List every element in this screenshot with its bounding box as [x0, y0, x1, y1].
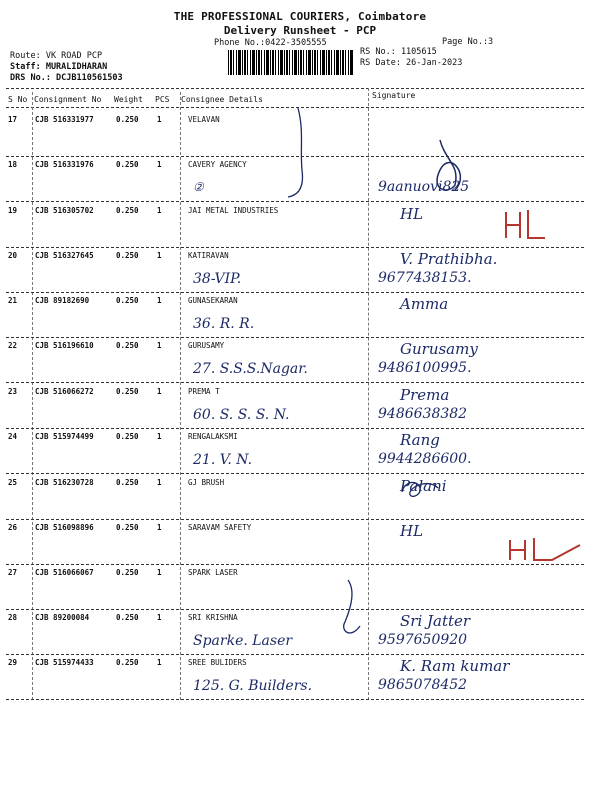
row-consignee: SARAVAM SAFETY: [188, 523, 252, 532]
row-signature: K. Ram kumar: [400, 657, 510, 675]
column-header-consignee: Consignee Details: [181, 95, 263, 104]
row-pcs: 1: [157, 523, 162, 532]
row-sno: 24: [8, 432, 18, 441]
row-consignee: CAVERY AGENCY: [188, 160, 247, 169]
row-pcs: 1: [157, 160, 162, 169]
page-number: Page No.:3: [442, 37, 494, 47]
row-consignment-no: CJB 515974499: [35, 432, 94, 441]
row-weight: 0.250: [116, 206, 139, 215]
row-consignment-no: CJB 89200084: [35, 613, 90, 622]
row-signature: HL: [400, 522, 424, 540]
column-header-sno: S No: [8, 95, 28, 104]
row-handwritten-phone: 9aanuovi825: [378, 179, 470, 195]
row-signature: Rang: [400, 431, 440, 449]
row-signature: HL: [400, 205, 424, 223]
row-signature: V. Prathibha.: [400, 250, 498, 268]
row-consignment-no: CJB 516327645: [35, 251, 94, 260]
row-handwritten-note: 21. V. N.: [193, 452, 253, 468]
row-weight: 0.250: [116, 478, 139, 487]
row-weight: 0.250: [116, 658, 139, 667]
row-handwritten-note: 38-VIP.: [193, 271, 242, 287]
row-consignee: GUNASEKARAN: [188, 296, 238, 305]
row-weight: 0.250: [116, 251, 139, 260]
row-signature: Sri Jatter: [400, 612, 471, 630]
row-signature: Palani: [400, 477, 447, 495]
row-weight: 0.250: [116, 523, 139, 532]
column-header-signature: Signature: [372, 91, 416, 100]
row-weight: 0.250: [116, 568, 139, 577]
row-handwritten-note: ②: [193, 180, 204, 194]
row-pcs: 1: [157, 206, 162, 215]
rs-date: RS Date: 26-Jan-2023: [360, 58, 463, 68]
drs-number: DRS No.: DCJB110561503: [10, 73, 123, 83]
row-consignment-no: CJB 516331977: [35, 115, 94, 124]
row-consignee: RENGALAKSMI: [188, 432, 238, 441]
row-consignee: SPARK LASER: [188, 568, 238, 577]
row-signature: Amma: [400, 295, 449, 313]
row-handwritten-phone: 9944286600.: [378, 451, 472, 467]
row-weight: 0.250: [116, 341, 139, 350]
row-consignment-no: CJB 516331976: [35, 160, 94, 169]
row-weight: 0.250: [116, 160, 139, 169]
phone-number: Phone No.:0422-3505555: [214, 38, 327, 48]
row-pcs: 1: [157, 613, 162, 622]
row-handwritten-phone: 9486100995.: [378, 360, 472, 376]
row-consignment-no: CJB 515974433: [35, 658, 94, 667]
route-label: Route: VK ROAD PCP: [10, 51, 103, 61]
row-pcs: 1: [157, 568, 162, 577]
row-pcs: 1: [157, 432, 162, 441]
row-sno: 17: [8, 115, 18, 124]
row-handwritten-note: 36. R. R.: [193, 316, 255, 332]
row-sno: 18: [8, 160, 18, 169]
row-consignee: KATIRAVAN: [188, 251, 229, 260]
row-pcs: 1: [157, 341, 162, 350]
row-pcs: 1: [157, 478, 162, 487]
row-handwritten-note: 27. S.S.S.Nagar.: [193, 361, 308, 377]
row-consignment-no: CJB 516305702: [35, 206, 94, 215]
row-consignment-no: CJB 89182690: [35, 296, 90, 305]
row-sno: 29: [8, 658, 18, 667]
row-consignment-no: CJB 516098896: [35, 523, 94, 532]
row-weight: 0.250: [116, 432, 139, 441]
row-handwritten-phone: 9486638382: [378, 406, 468, 422]
row-sno: 20: [8, 251, 18, 260]
staff-label: Staff: MURALIDHARAN: [10, 62, 108, 72]
row-weight: 0.250: [116, 613, 139, 622]
row-sno: 26: [8, 523, 18, 532]
row-pcs: 1: [157, 296, 162, 305]
row-pcs: 1: [157, 387, 162, 396]
row-consignment-no: CJB 516066272: [35, 387, 94, 396]
row-consignee: SRI KRISHNA: [188, 613, 238, 622]
row-weight: 0.250: [116, 296, 139, 305]
row-consignment-no: CJB 516230728: [35, 478, 94, 487]
row-sno: 19: [8, 206, 18, 215]
document-title: Delivery Runsheet - PCP: [223, 24, 377, 37]
row-weight: 0.250: [116, 115, 139, 124]
row-handwritten-note: Sparke. Laser: [193, 633, 293, 649]
company-name: THE PROFESSIONAL COURIERS, Coimbatore: [173, 10, 427, 23]
rs-number: RS No.: 1105615: [360, 47, 437, 57]
row-sno: 22: [8, 341, 18, 350]
row-sno: 25: [8, 478, 18, 487]
row-handwritten-note: 60. S. S. S. N.: [193, 407, 290, 423]
row-handwritten-phone: 9597650920: [378, 632, 468, 648]
row-consignee: JAI METAL INDUSTRIES: [188, 206, 279, 215]
row-consignment-no: CJB 516066067: [35, 568, 94, 577]
column-header-consignment: Consignment No: [34, 95, 102, 104]
row-sno: 23: [8, 387, 18, 396]
row-sno: 21: [8, 296, 18, 305]
row-sno: 28: [8, 613, 18, 622]
column-header-pcs: PCS: [155, 95, 170, 104]
row-sno: 27: [8, 568, 18, 577]
row-weight: 0.250: [116, 387, 139, 396]
row-signature: Prema: [400, 386, 450, 404]
row-consignee: GURUSAMY: [188, 341, 225, 350]
row-consignee: GJ BRUSH: [188, 478, 225, 487]
row-signature: Gurusamy: [400, 340, 478, 358]
row-consignee: SREE BULIDERS: [188, 658, 247, 667]
row-consignee: PREMA T: [188, 387, 220, 396]
row-pcs: 1: [157, 251, 162, 260]
row-handwritten-note: 125. G. Builders.: [193, 678, 313, 694]
row-handwritten-phone: 9677438153.: [378, 270, 472, 286]
row-pcs: 1: [157, 115, 162, 124]
row-consignment-no: CJB 516196610: [35, 341, 94, 350]
row-handwritten-phone: 9865078452: [378, 677, 468, 693]
row-pcs: 1: [157, 658, 162, 667]
column-header-weight: Weight: [114, 95, 143, 104]
row-consignee: VELAVAN: [188, 115, 220, 124]
